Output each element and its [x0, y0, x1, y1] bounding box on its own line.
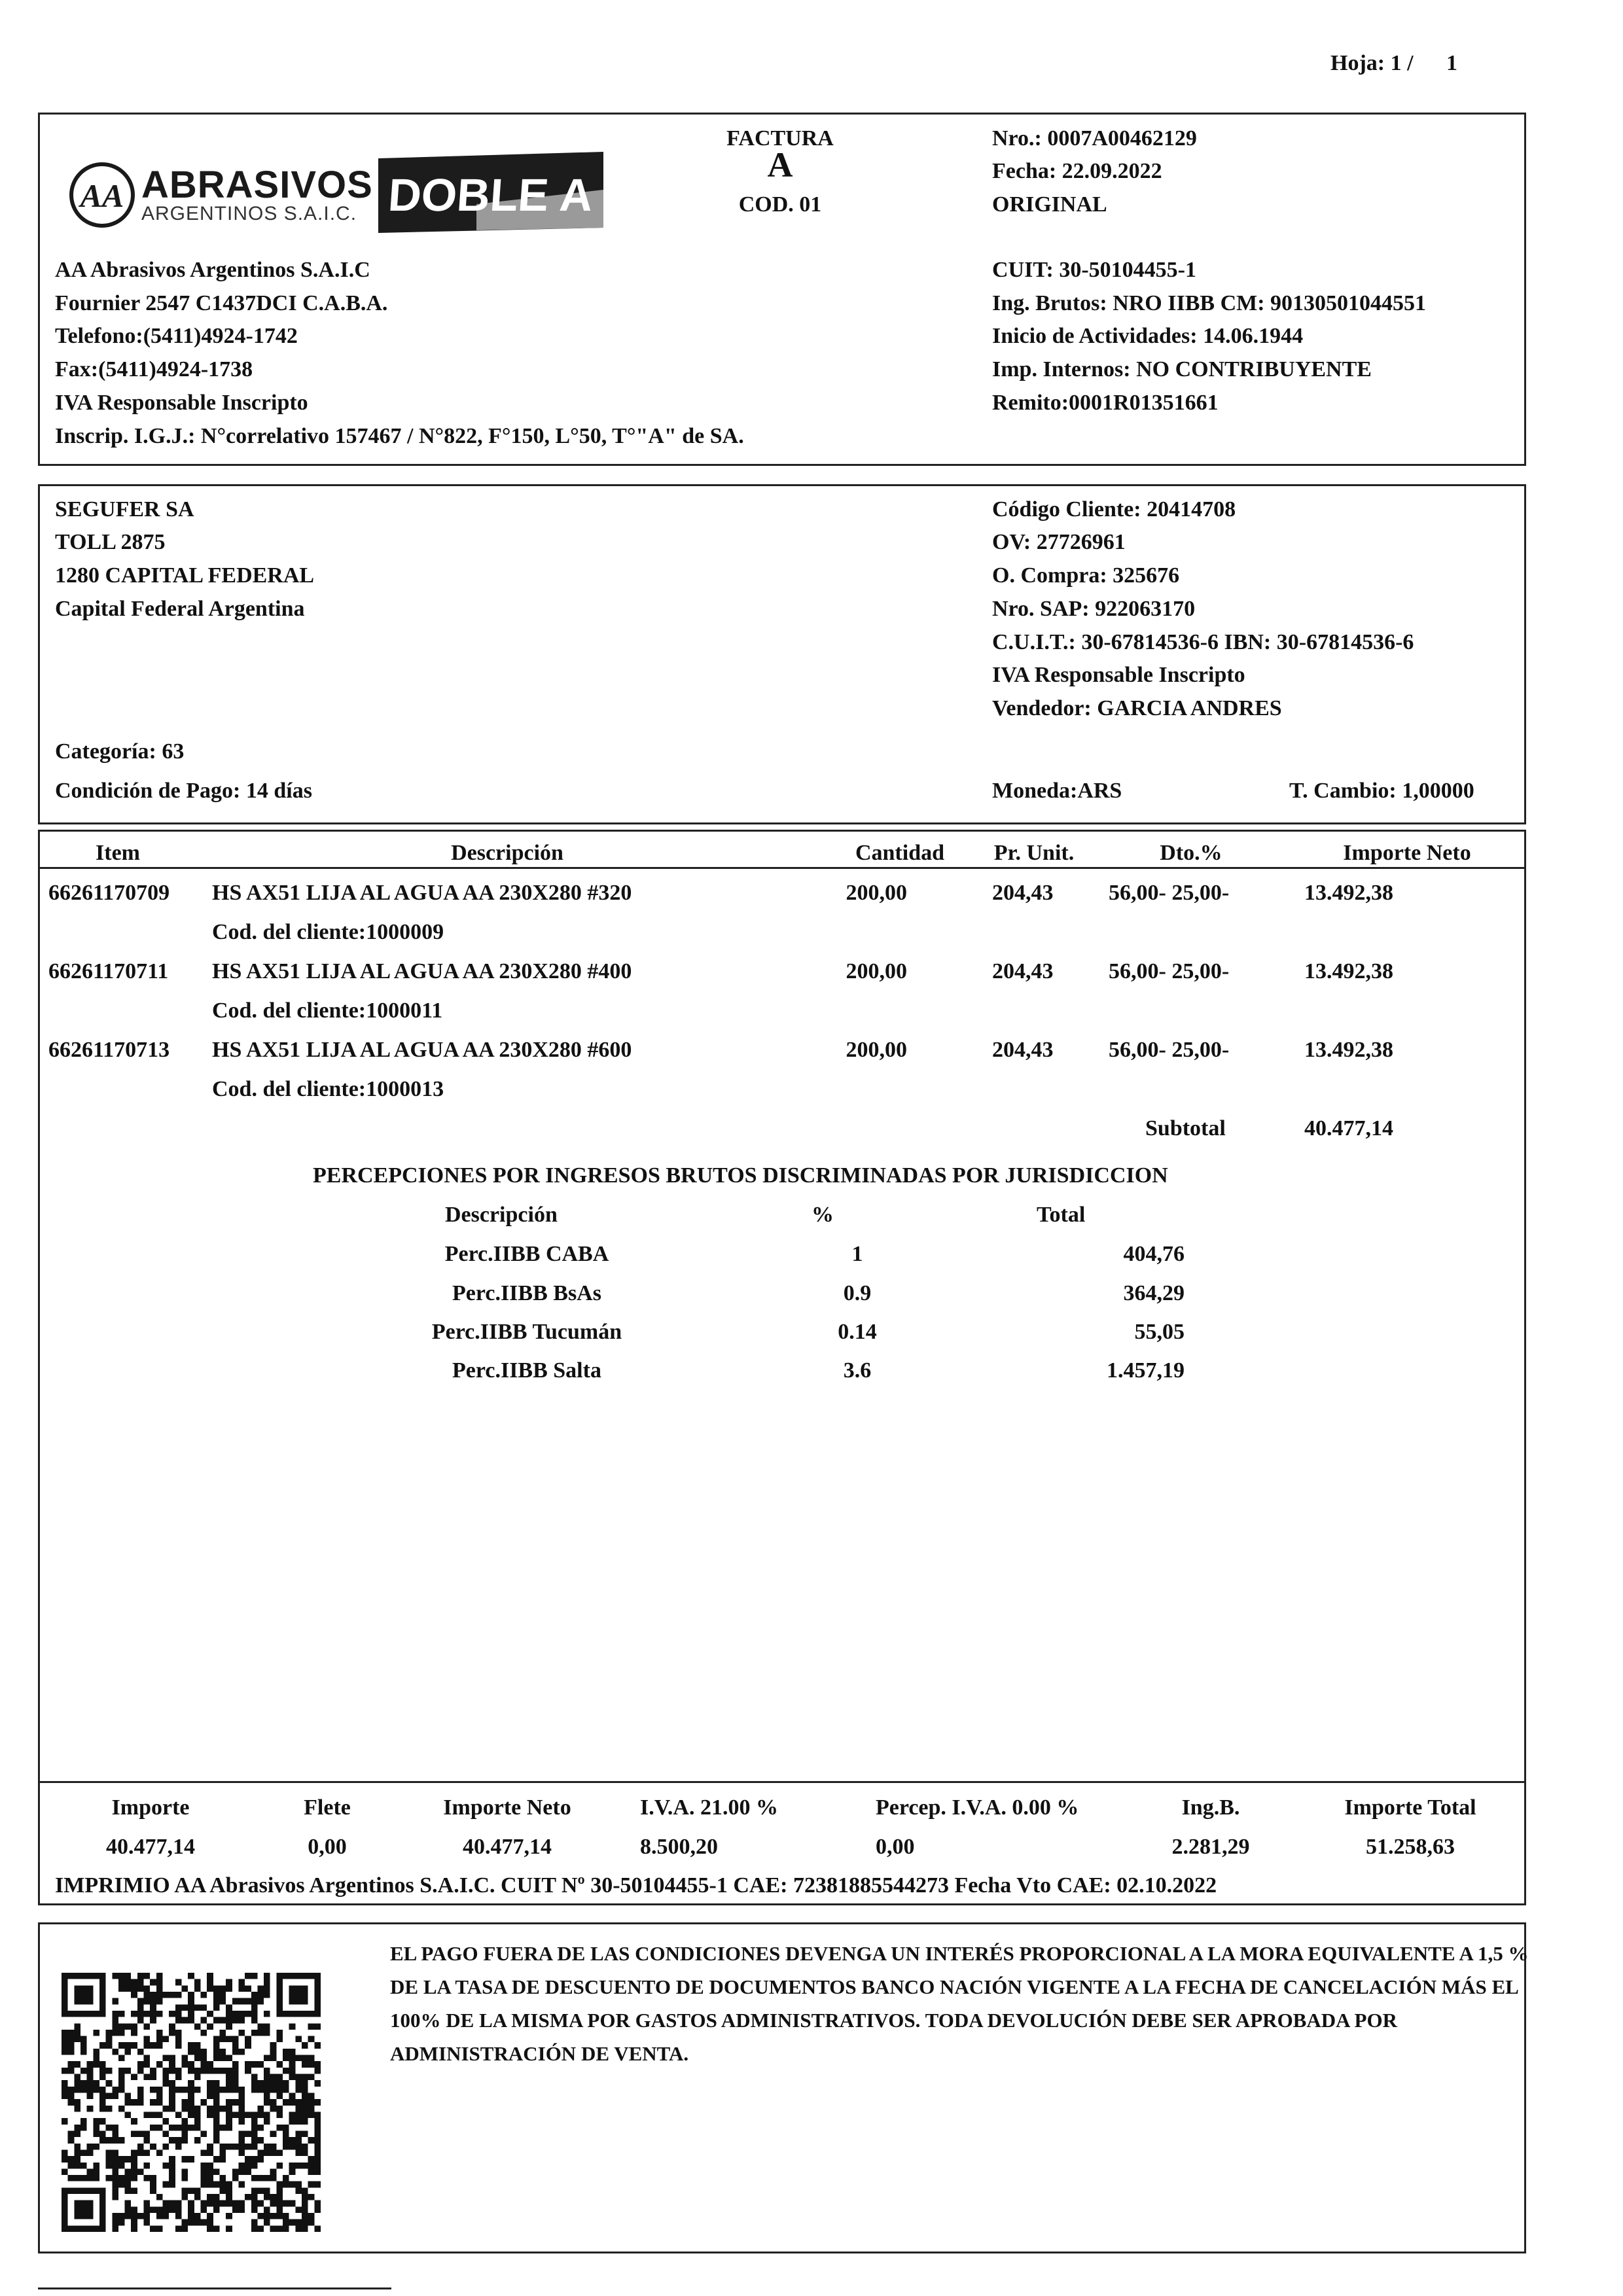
perception-total: 404,76 [1123, 1242, 1185, 1266]
col-header-net-amount: Importe Neto [1343, 841, 1471, 865]
issuer-line: Inscrip. I.G.J.: N°correlativo 157467 / N°822, F°150, L°50, T°"A" de SA. [55, 424, 744, 448]
client-category: Categoría: 63 [55, 739, 185, 764]
aa-circle-logo-icon [68, 161, 136, 229]
cae-line: IMPRIMIO AA Abrasivos Argentinos S.A.I.C. CUIT Nº 30-50104455-1 CAE: 72381885544273 Fecha Vto CAE: 02.10.2022 [55, 1873, 1217, 1898]
totals-label-importe-total: Importe Total [1344, 1795, 1476, 1820]
totals-value-flete: 0,00 [308, 1835, 347, 1859]
item-client-code: Cod. del cliente:1000013 [212, 1077, 444, 1101]
page-number-label: Hoja: 1 / [1330, 51, 1414, 75]
issuer-fiscal-line: Imp. Internos: NO CONTRIBUYENTE [992, 357, 1372, 381]
currency: Moneda:ARS [992, 779, 1122, 803]
perceptions-header-percent: % [812, 1203, 834, 1227]
totals-value-importe-neto: 40.477,14 [463, 1835, 552, 1859]
totals-value-importe: 40.477,14 [106, 1835, 195, 1859]
issuer-fiscal-line: Ing. Brutos: NRO IIBB CM: 90130501044551 [992, 291, 1427, 315]
issuer-line: Fournier 2547 C1437DCI C.A.B.A. [55, 291, 388, 315]
totals-label-percep-iva: Percep. I.V.A. 0.00 % [876, 1795, 1079, 1820]
item-client-code: Cod. del cliente:1000011 [212, 998, 443, 1023]
doble-a-logo-icon [378, 152, 603, 233]
issuer-line: Fax:(5411)4924-1738 [55, 357, 253, 381]
client-line: Capital Federal Argentina [55, 597, 305, 621]
issuer-line: AA Abrasivos Argentinos S.A.I.C [55, 258, 370, 282]
client-line: TOLL 2875 [55, 530, 166, 554]
client-line: 1280 CAPITAL FEDERAL [55, 563, 315, 588]
exchange-rate: T. Cambio: 1,00000 [1289, 779, 1474, 803]
invoice-number: Nro.: 0007A00462129 [992, 126, 1197, 150]
item-code: 66261170709 [48, 881, 170, 905]
perception-total: 55,05 [1134, 1320, 1185, 1344]
issuer-fiscal-line: Inicio de Actividades: 14.06.1944 [992, 324, 1304, 348]
client-info-line: Nro. SAP: 922063170 [992, 597, 1196, 621]
item-code: 66261170713 [48, 1038, 170, 1062]
item-quantity: 200,00 [846, 1038, 907, 1062]
item-net-amount: 13.492,38 [1304, 1038, 1393, 1062]
document-type: FACTURA [726, 126, 834, 150]
client-info-line: O. Compra: 325676 [992, 563, 1180, 588]
item-unit-price: 204,43 [992, 959, 1054, 983]
logo-brand-name: ABRASIVOS [141, 164, 373, 206]
perception-description: Perc.IIBB Salta [452, 1358, 601, 1383]
totals-label-importe-neto: Importe Neto [443, 1795, 571, 1820]
item-description: HS AX51 LIJA AL AGUA AA 230X280 #600 [212, 1038, 632, 1062]
item-net-amount: 13.492,38 [1304, 881, 1393, 905]
page-number-total: 1 [1446, 51, 1457, 75]
item-unit-price: 204,43 [992, 881, 1054, 905]
invoice-code: COD. 01 [738, 192, 822, 217]
client-info-line: OV: 27726961 [992, 530, 1126, 554]
col-header-item: Item [96, 841, 140, 865]
subtotal-value: 40.477,14 [1304, 1116, 1393, 1140]
totals-label-flete: Flete [304, 1795, 351, 1820]
item-quantity: 200,00 [846, 881, 907, 905]
item-code: 66261170711 [48, 959, 169, 983]
perception-description: Perc.IIBB Tucumán [431, 1320, 622, 1344]
invoice-letter: A [767, 145, 793, 185]
item-client-code: Cod. del cliente:1000009 [212, 920, 444, 944]
client-line: SEGUFER SA [55, 497, 194, 521]
svg-text:DOBLE A: DOBLE A [386, 169, 595, 221]
item-quantity: 200,00 [846, 959, 907, 983]
item-discount: 56,00- 25,00- [1109, 1038, 1230, 1062]
item-unit-price: 204,43 [992, 1038, 1054, 1062]
totals-label-ing-b: Ing.B. [1181, 1795, 1240, 1820]
items-header-divider [38, 867, 1526, 869]
col-header-description: Descripción [451, 841, 563, 865]
totals-value-ing-b: 2.281,29 [1171, 1835, 1250, 1859]
logo-brand-subtitle: ARGENTINOS S.A.I.C. [141, 203, 357, 224]
perception-total: 364,29 [1123, 1281, 1185, 1305]
item-discount: 56,00- 25,00- [1109, 959, 1230, 983]
item-description: HS AX51 LIJA AL AGUA AA 230X280 #400 [212, 959, 632, 983]
svg-text:AA: AA [80, 177, 124, 214]
client-info-line: C.U.I.T.: 30-67814536-6 IBN: 30-67814536-6 [992, 630, 1414, 654]
perceptions-header-total: Total [1037, 1203, 1086, 1227]
client-info-line: Vendedor: GARCIA ANDRES [992, 696, 1282, 720]
col-header-unit-price: Pr. Unit. [993, 841, 1075, 865]
perception-percent: 0.14 [838, 1320, 877, 1344]
legal-notice: EL PAGO FUERA DE LAS CONDICIONES DEVENGA UN INTERÉS PROPORCIONAL A LA MORA EQUIVALENTE A 1,5 % DE LA TASA DE DESCUENTO DE DOCUMENTOS BANCO NACIÓN VIGENTE A LA FECHA DE CANCELACIÓN MÁS EL 100% DE LA MISMA POR GASTOS ADMINISTRATIVOS. TODA DEVOLUCIÓN DEBE SER APROBADA POR ADMINISTRACIÓN DE VENTA. [390, 1942, 1529, 2065]
totals-value-iva: 8.500,20 [640, 1835, 718, 1859]
client-info-line: Código Cliente: 20414708 [992, 497, 1236, 521]
issuer-fiscal-line: CUIT: 30-50104455-1 [992, 258, 1196, 282]
totals-divider [38, 1781, 1526, 1783]
payment-condition: Condición de Pago: 14 días [55, 779, 312, 803]
company-logo [68, 157, 373, 236]
issuer-line: Telefono:(5411)4924-1742 [55, 324, 298, 348]
item-description: HS AX51 LIJA AL AGUA AA 230X280 #320 [212, 881, 632, 905]
invoice-date: Fecha: 22.09.2022 [992, 159, 1162, 183]
perception-description: Perc.IIBB BsAs [452, 1281, 601, 1305]
perceptions-title: PERCEPCIONES POR INGRESOS BRUTOS DISCRIMINADAS POR JURISDICCION [313, 1163, 1168, 1188]
totals-label-iva: I.V.A. 21.00 % [640, 1795, 778, 1820]
col-header-quantity: Cantidad [855, 841, 945, 865]
item-discount: 56,00- 25,00- [1109, 881, 1230, 905]
totals-label-importe: Importe [111, 1795, 190, 1820]
bottom-signature-line [38, 2287, 391, 2289]
totals-value-percep-iva: 0,00 [876, 1835, 915, 1859]
client-info-line: IVA Responsable Inscripto [992, 663, 1245, 687]
perception-description: Perc.IIBB CABA [444, 1242, 609, 1266]
totals-value-importe-total: 51.258,63 [1366, 1835, 1455, 1859]
qr-code-icon [62, 1973, 321, 2232]
perception-percent: 3.6 [843, 1358, 872, 1383]
items-box [38, 830, 1526, 1905]
item-net-amount: 13.492,38 [1304, 959, 1393, 983]
subtotal-label: Subtotal [1145, 1116, 1226, 1140]
perception-percent: 0.9 [843, 1281, 872, 1305]
issuer-line: IVA Responsable Inscripto [55, 391, 308, 415]
perception-percent: 1 [851, 1242, 863, 1266]
issuer-fiscal-line: Remito:0001R01351661 [992, 391, 1219, 415]
client-box [38, 484, 1526, 824]
invoice-original: ORIGINAL [992, 192, 1107, 217]
perception-total: 1.457,19 [1107, 1358, 1185, 1383]
col-header-discount: Dto.% [1160, 841, 1222, 865]
perceptions-header-description: Descripción [445, 1203, 558, 1227]
